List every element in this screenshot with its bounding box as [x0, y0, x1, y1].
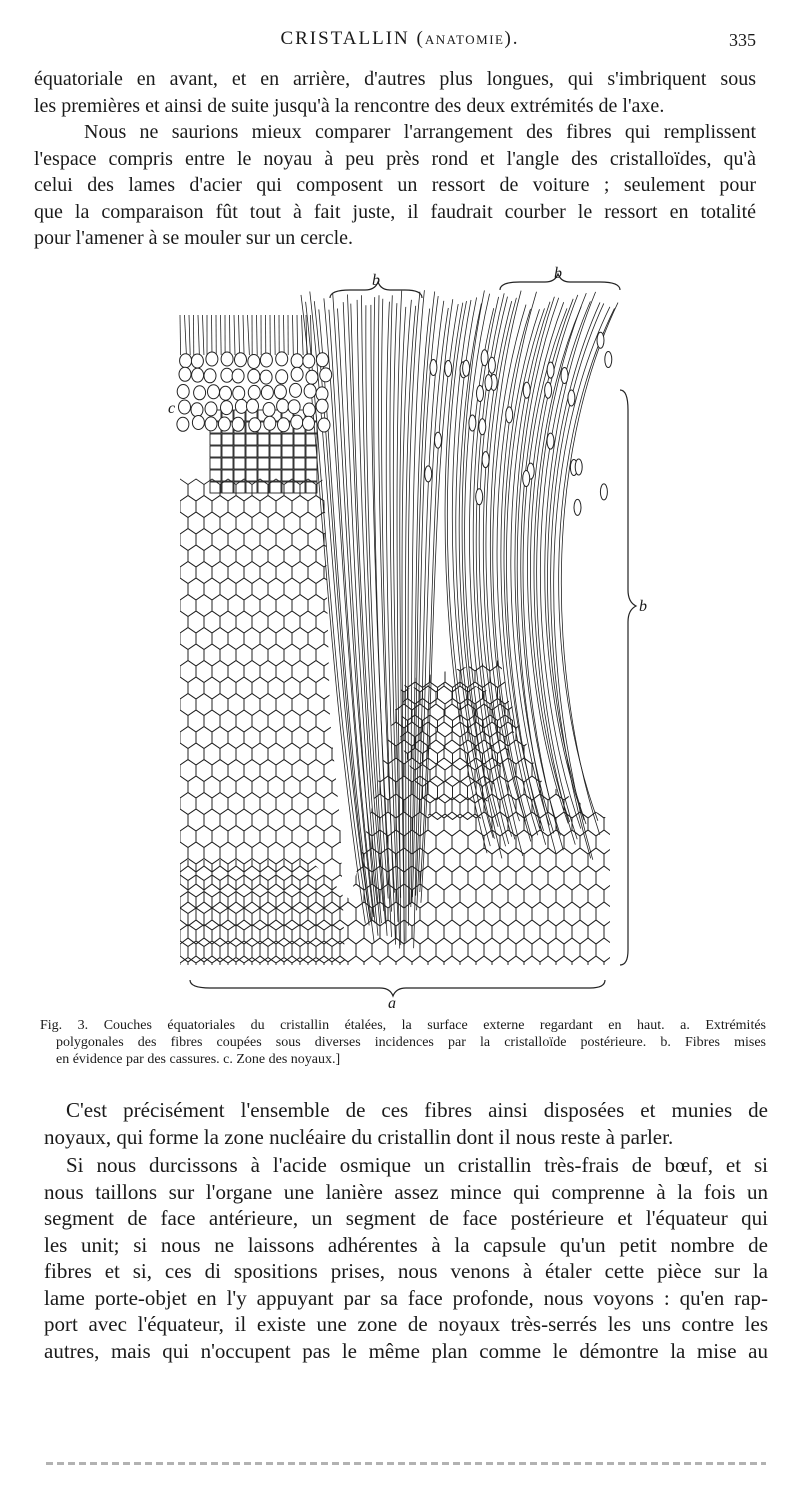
running-header: [0, 28, 800, 58]
label-b-top-left: b: [372, 272, 380, 289]
brace-right: [620, 390, 636, 965]
text-line: pour l'amener à se mouler sur un cercle.: [34, 227, 354, 249]
text-line: noyaux, qui forme la zone nucléaire du cristallin dont il nous reste à parler.: [44, 1124, 674, 1149]
caption-line: en évidence par des cassures. c. Zone des noyaux.]: [56, 1052, 341, 1067]
paragraph-1: [34, 66, 756, 119]
title-end: ).: [504, 28, 520, 49]
page-number: 335: [729, 30, 756, 50]
text-line: lame porte-objet en l'y appuyant par sa face profonde, nous voyons : qu'en rap-: [44, 1285, 768, 1310]
text-line: Si nous durcissons à l'acide osmique un cristallin très-frais de bœuf, et si: [66, 1153, 768, 1177]
label-b-right: b: [639, 598, 647, 615]
caption-line: polygonales des fibres coupées sous diverses incidences par la cristalloïde postérieure. b. Fibres mises: [56, 1035, 766, 1050]
text-line: nous taillons sur l'organe une lanière assez mince qui comprenne à la fois un: [44, 1179, 768, 1204]
text-line: autres, mais qui n'occupent pas le même plan comme le démontre la mise au: [44, 1338, 768, 1363]
label-a-bottom: a: [388, 995, 396, 1012]
figure-lens-fibers: [150, 260, 670, 1020]
brace-bottom: [190, 980, 605, 996]
text-line: fibres et si, ces di spositions prises, nous venons à étaler cette pièce sur la: [44, 1259, 768, 1283]
title-small-caps: ANATOMIE: [424, 32, 505, 47]
paragraph-4: [44, 1152, 768, 1364]
text-line: port avec l'équateur, il existe une zone de noyaux très-serrés les uns contre les: [44, 1312, 768, 1336]
text-line: que la comparaison fût tout à fait juste, il faudrait courber le ressort en totalité: [34, 200, 756, 223]
running-title: [0, 28, 800, 50]
paragraph-3: [44, 1097, 768, 1150]
fiber-strands: [180, 290, 618, 948]
text-line: celui des lames d'acier qui composent un ressort de voiture ; seulement pour: [34, 174, 756, 196]
caption-line: Fig. 3. Couches équatoriales du cristallin étalées, la surface externe regardant en haut. a. Extrémités: [40, 1018, 766, 1033]
text-line: l'espace compris entre le noyau à peu près rond et l'angle des cristalloïdes, qu'à: [34, 147, 756, 170]
figure-caption: [40, 1017, 766, 1068]
text-line: équatoriale en avant, et en arrière, d'autres plus longues, qui s'imbriquent sous: [34, 68, 756, 90]
text-line: Nous ne saurions mieux comparer l'arrangement des fibres qui remplissent: [84, 121, 756, 143]
polygonal-cells-left: [172, 410, 372, 1020]
paragraph-2: [34, 119, 756, 252]
text-line: les unit; si nous ne laissons adhérentes à la capsule qu'un petit nombre de: [44, 1232, 768, 1257]
lens-fiber-illustration: [150, 260, 670, 1020]
text-line: segment de face antérieure, un segment de face postérieure et l'équateur qui: [44, 1206, 768, 1230]
footer-rule: [46, 1462, 766, 1465]
label-b-top-right: b: [554, 265, 562, 282]
text-line: C'est précisément l'ensemble de ces fibres ainsi disposées et munies de: [66, 1098, 768, 1122]
text-line: les premières et ainsi de suite jusqu'à la rencontre des deux extrémités de l'axe.: [34, 94, 665, 117]
title-main: CRISTALLIN (: [280, 28, 425, 49]
label-c-left: c: [168, 400, 176, 417]
